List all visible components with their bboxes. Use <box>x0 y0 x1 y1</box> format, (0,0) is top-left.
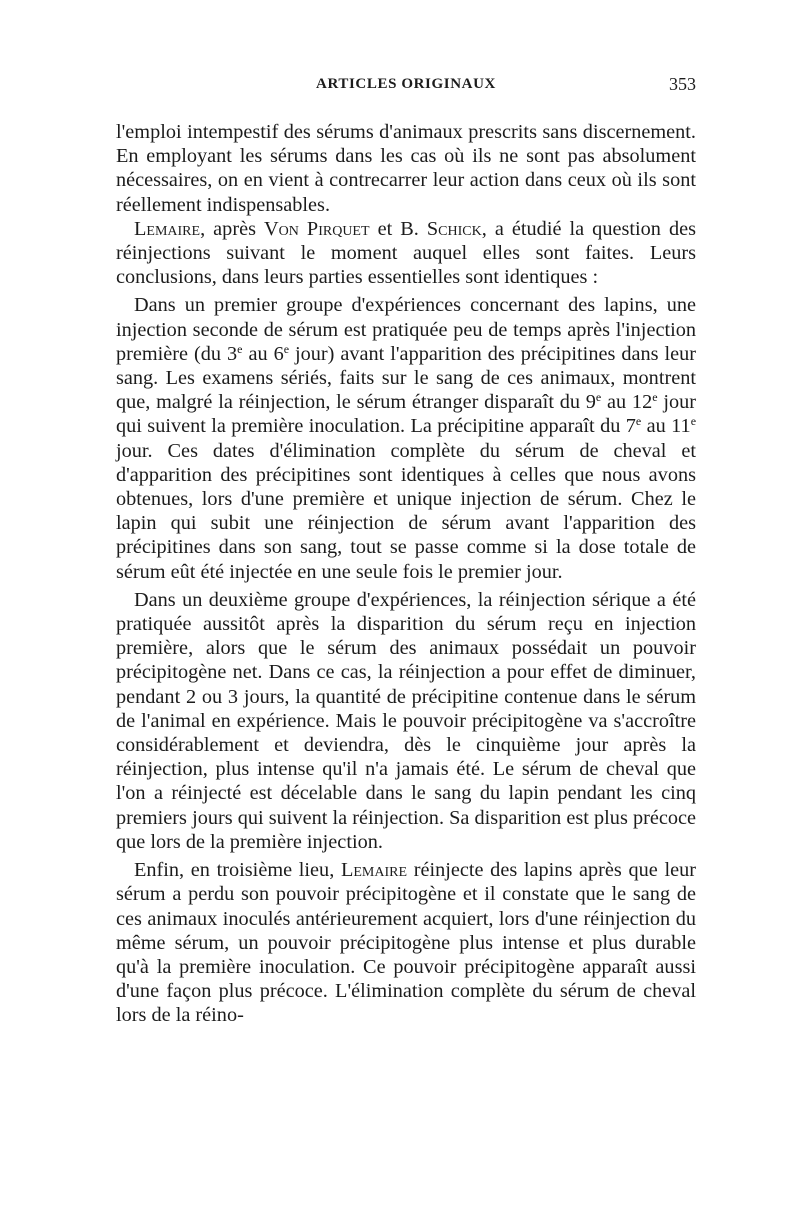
running-header <box>116 72 696 96</box>
paragraph-1: l'emploi intempestif des sérums d'animaux prescrits sans discernement. En employant les sérums dans les cas où ils ne sont pas absolument nécessaires, on en vient à contrecarrer leur action dans ceux où ils sont réellement indispensables. <box>116 121 696 216</box>
author-name-lemaire-2: Lemaire <box>340 859 408 882</box>
body-text <box>116 120 696 1028</box>
author-name-lemaire: Lemaire <box>134 217 201 240</box>
paragraph-5: Enfin, en troisième lieu, Lemaire réinjecte des lapins après que leur sérum a perdu son pouvoir précipitogène et il constate que le sang de ces animaux inoculés antérieurement acquiert, lors d'une réinjection du même sérum, un pouvoir précipitogène plus intense et plus durable qu'à la première inoculation. Ce pouvoir précipitogène apparaît aussi d'une façon plus précoce. L'élimination complète du sérum de cheval lors de la réino- <box>116 859 696 1027</box>
paragraph-2: Lemaire, après Von Pirquet et B. Schick, a étudié la question des réinjections suivant le moment auquel elles sont faites. Leurs conclusions, dans leurs parties essentielles sont identiques : <box>116 217 696 289</box>
paragraph-4: Dans un deuxième groupe d'expériences, la réinjection sérique a été pratiquée aussitôt après la disparition du sérum reçu en injection première, alors que le sérum des animaux possédait un pouvoir précipitogène net. Dans ce cas, la réinjection a pour effet de diminuer, pendant 2 ou 3 jours, la quantité de précipitine contenue dans le sérum de l'animal en expérience. Mais le pouvoir précipitogène va s'accroître considérablement et deviendra, dès le cinquième jour après la réinjection, plus intense qu'il n'a jamais été. Le sérum de cheval que l'on a réinjecté est décelable dans le sang du lapin pendant les cinq premiers jours qui suivent la réinjection. Sa disparition est plus précoce que lors de la première injection. <box>116 588 696 853</box>
paragraph-3: Dans un premier groupe d'expériences concernant des lapins, une injection seconde de sérum est pratiquée peu de temps après l'injection première (du 3e au 6e jour) avant l'apparition des précipitines dans leur sang. Les examens sériés, faits sur le sang de ces animaux, montrent que, malgré la réinjection, le sérum étranger disparaît du 9e au 12e jour qui suivent la première inoculation. La précipitine apparaît du 7e au 11e jour. Ces dates d'élimination complète du sérum de cheval et d'apparition des précipitines sont identiques à celles que nous avons obtenues, lors d'une première et unique injection de sérum. Chez le lapin qui subit une réinjection de sérum avant l'apparition des précipitines dans son sang, tout se passe comme si la dose totale de sérum eût été injectée en une seule fois le premier jour. <box>116 294 697 583</box>
author-name-schick: Schick <box>426 217 482 240</box>
author-name-von-pirquet: Von Pirquet <box>264 217 370 240</box>
header-title: ARTICLES ORIGINAUX <box>316 76 496 92</box>
page-number: 353 <box>669 74 696 94</box>
